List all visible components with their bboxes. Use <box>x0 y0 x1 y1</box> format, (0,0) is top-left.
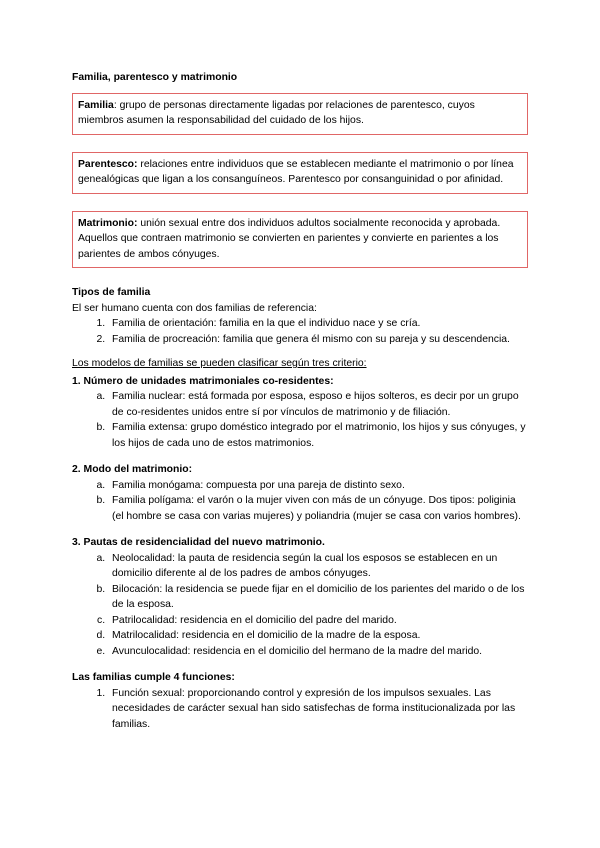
definition-text: grupo de personas directamente ligadas por relaciones de parentesco, cuyos miembros asumen la responsabilidad del cuidado de los hijos. <box>78 99 475 126</box>
section-title-modo: 2. Modo del matrimonio: <box>72 464 193 475</box>
numero-list <box>72 389 528 451</box>
list-item: a. Familia monógama: compuesta por una pareja de distinto sexo. <box>108 478 528 494</box>
definition-term: Familia <box>78 99 114 111</box>
section-title-funciones: Las familias cumple 4 funciones: <box>72 672 235 683</box>
list-item: a. Familia nuclear: está formada por esposa, esposo e hijos solteros, es decir por un grupo de co-residentes unidos entre sí por vínculos de matrimonio y de filiación. <box>108 389 528 420</box>
tipos-intro: El ser humano cuenta con dos familias de referencia: <box>72 302 317 314</box>
tipos-list <box>72 316 528 347</box>
definition-text: unión sexual entre dos individuos adultos socialmente reconocida y aprobada. Aquellos que contraen matrimonio se convierten en parientes y convierte en parientes a los parientes de ambos cónyuges. <box>78 217 501 260</box>
section-title-numero: 1. Número de unidades matrimoniales co-residentes: <box>72 375 334 387</box>
list-item: b. Familia extensa: grupo doméstico integrado por el matrimonio, los hijos y sus cónyuges, y los hijos de cada uno de estos matrimonios. <box>108 420 528 451</box>
list-item: b. Familia polígama: el varón o la mujer viven con más de un cónyuge. Dos tipos: poliginia (el hombre se casa con varias mujeres) y poliandria (mujer se casa con varios hombres). <box>108 493 528 524</box>
modo-list <box>72 478 528 525</box>
list-item: d. Matrilocalidad: residencia en el domicilio de la madre de la esposa. <box>108 628 528 644</box>
list-item: b. Bilocación: la residencia se puede fijar en el domicilio de los parientes del marido o de los de la esposa. <box>108 582 528 613</box>
funciones-list <box>72 686 528 733</box>
definition-term: Parentesco: <box>78 158 138 170</box>
definition-text: relaciones entre individuos que se establecen mediante el matrimonio o por línea genealógicas que ligan a los consanguíneos. Parentesco por consanguinidad o por afinidad. <box>78 158 514 185</box>
section-title-pautas: 3. Pautas de residencialidad del nuevo matrimonio. <box>72 537 325 548</box>
modelos-intro: Los modelos de familias se pueden clasificar según tres criterio: <box>72 358 367 369</box>
list-item: e. Avunculocalidad: residencia en el domicilio del hermano de la madre del marido. <box>108 644 528 660</box>
definition-box-matrimonio <box>72 211 528 269</box>
definition-box-parentesco <box>72 152 528 194</box>
list-item: 2. Familia de procreación: familia que genera él mismo con su pareja y su descendencia. <box>108 332 528 348</box>
definition-box-familia <box>72 93 528 135</box>
list-item: 1. Familia de orientación: familia en la que el individuo nace y se cría. <box>108 316 528 332</box>
section-title-tipos: Tipos de familia <box>72 287 151 298</box>
list-item: 1. Función sexual: proporcionando control y expresión de los impulsos sexuales. Las necesidades de carácter sexual han sido satisfechas de forma institucionalizada por las familias. <box>108 686 528 733</box>
list-item: c. Patrilocalidad: residencia en el domicilio del padre del marido. <box>108 613 528 629</box>
definition-term: Matrimonio: <box>78 217 138 229</box>
pautas-list <box>72 551 528 660</box>
document-title: Familia, parentesco y matrimonio <box>72 72 238 83</box>
definition-separator: : <box>113 99 120 111</box>
list-item: a. Neolocalidad: la pauta de residencia según la cual los esposos se establecen en un domicilio diferente al de los padres de ambos cónyuges. <box>108 551 528 582</box>
